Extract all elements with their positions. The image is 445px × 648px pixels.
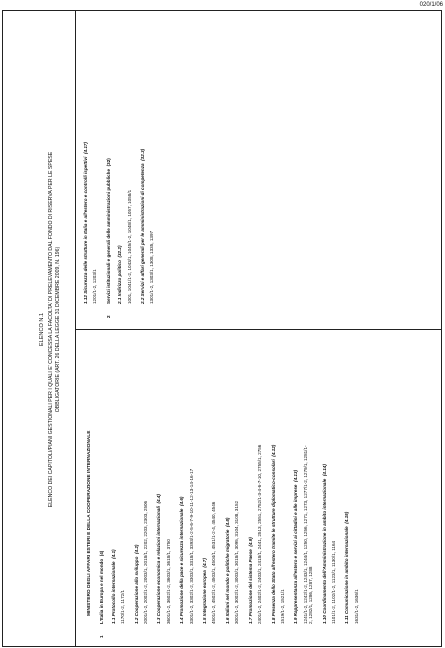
program-code: (4.6)	[179, 496, 185, 507]
program-code: (4.17)	[83, 142, 88, 155]
mission-label: Servizi istituzionali e generali delle amministrazioni pubbliche	[105, 168, 111, 304]
chapter-codes	[189, 354, 194, 624]
chapter-code-line: 1301/1-2, 1303/1, 1308, 1335, 1397	[149, 230, 155, 304]
program-heading	[271, 338, 276, 624]
chapter-code-line: 3001/1-2, 3002/1-2, 3003/1, 3018/1, 3095, 3104, 3108, 3152	[234, 500, 240, 624]
program-label: 2.1 Indirizzo politico	[117, 260, 123, 304]
chapter-codes	[234, 354, 239, 624]
column-divider	[75, 329, 442, 330]
chapter-codes	[92, 34, 97, 304]
mission-code: (4)	[99, 550, 105, 557]
program-heading	[202, 338, 207, 624]
program-heading	[83, 18, 88, 304]
program-label: 1.1 Protocollo internazionale	[110, 561, 116, 624]
title-line-1: ELENCO DEI CAPITOLI/PIANI GESTIONALI PER I QUALI E' CONCESSA LA FACOLTA' DI PRELEVAMENTO DAL FONDO DI RISERVA PER LE SPESE	[48, 151, 54, 508]
program-heading	[248, 338, 253, 624]
chapter-codes	[166, 354, 171, 624]
program-label: 1.12 Sicurezza delle strutture in Italia e all'estero e controlli ispettivi	[83, 156, 88, 304]
right-column	[83, 18, 163, 318]
program-label: 1.10 Coordinamento dell'Amministrazione in ambito internazionale	[321, 478, 327, 624]
chapter-code-line: 1201/1-2, 1203/1	[92, 269, 98, 304]
program-label: 2.2 Servizi e affari generali per le amministrazioni di competenza	[140, 163, 146, 304]
program-heading	[293, 338, 298, 624]
program-code: (4.2)	[133, 544, 139, 555]
chapter-codes	[149, 34, 154, 304]
chapter-code-line: 4501/1-2, 4502/1-2, 4503/1, 4504/1, 4531/1-2-4, 4540, 4546	[211, 501, 217, 624]
program-code: (4.8)	[224, 517, 230, 527]
program-heading	[111, 338, 116, 624]
chapter-code-line: 1101/1-2, 1102/1-2, 1123/1, 1130/1, 1164	[330, 540, 336, 624]
mission-label: L'Italia in Europa e nel mondo	[99, 558, 105, 624]
program-code: (4.1)	[110, 549, 116, 559]
program-code: (4.13)	[293, 469, 299, 482]
chapter-code-line: 1519/1-2, 1521/1	[279, 589, 285, 624]
rotated-document	[3, 11, 442, 647]
chapter-code-line: 1170/1-2, 1172/1	[120, 589, 126, 624]
program-label: 1.3 Cooperazione economica e relazioni internazionali	[156, 506, 162, 624]
program-code: (4.9)	[247, 537, 253, 547]
chapter-code-line: 1241/1-2, 1242/1-2, 1243/1, 1244/1, 1250, 1256, 1271, 1273, 1277/1-2, 1279/1, 1281/1-	[302, 445, 308, 624]
program-heading	[179, 338, 184, 624]
chapter-codes	[211, 354, 216, 624]
chapter-codes	[303, 354, 314, 624]
program-heading	[134, 338, 139, 624]
program-label: 1.11 Comunicazione in ambito internazionale	[344, 526, 350, 624]
page-id: 020/1/06	[419, 2, 443, 8]
chapter-code-line: 3301/1-2, 3302/1-2, 3303/1, 3318/1, 3393/1-2-5-6-7-9-10-11-12-13-14-16-17	[188, 468, 194, 624]
chapter-code-line: 1001, 1041/1-2, 1043/1, 1045/1-2, 1048/1, 1057, 1058/1	[126, 189, 132, 304]
document-frame	[2, 10, 442, 647]
program-code: (32.2)	[117, 245, 123, 258]
program-label: 1.5 Integrazione europea	[202, 570, 208, 624]
program-code: (32.3)	[140, 148, 146, 161]
chapter-code-line: 2401/1-2, 2402/1-2, 2403/1, 2418/1, 2441, 2513, 2551, 2752/1-3-4-6-7-10, 2755/1, 2756	[257, 444, 263, 624]
program-code: (4.12)	[270, 444, 276, 457]
chapter-code-line: 2, 1282/1, 1286, 1287, 1288	[308, 566, 314, 624]
program-label: 1.9 Rappresentanza all'estero e servizi ai cittadini e alle imprese	[293, 484, 299, 624]
program-code: (4.4)	[156, 494, 162, 504]
chapter-codes	[354, 354, 359, 624]
elenco-heading: ELENCO N.1	[39, 312, 45, 347]
ministry-title: MINISTERO DEGLI AFFARI ESTERI E DELLA COOPERAZIONE INTERNAZIONALE	[87, 430, 92, 616]
program-label: 1.6 Italiani nel mondo e politiche migratorie	[224, 529, 230, 624]
title-line-2: OBBLIGATORIE (ART. 26 DELLA LEGGE 31 DICEMBRE 2009, N. 196)	[55, 246, 61, 413]
chapter-code-line: 3601/1-2, 3602/1-2, 3603/1, 3618/1, 3750	[165, 539, 171, 624]
mission-heading	[106, 18, 111, 318]
chapter-codes	[280, 354, 285, 624]
program-label: 1.4 Promozione della pace e sicurezza internazionale	[179, 508, 185, 624]
mission-number: 1	[99, 635, 105, 638]
program-code: (4.7)	[202, 558, 208, 568]
program-label: 1.7 Promozione del sistema Paese	[247, 549, 253, 624]
program-heading	[322, 338, 327, 624]
program-label: 1.2 Cooperazione allo sviluppo	[133, 556, 139, 624]
program-heading	[225, 338, 230, 624]
mission-number: 2	[105, 315, 111, 318]
left-column	[83, 338, 367, 638]
chapter-code-line: 2001/1-2, 2002/1-2, 2003/1, 2018/1, 2202, 2203, 2303, 2506	[143, 500, 149, 624]
program-code: (4.15)	[344, 511, 350, 524]
program-heading	[140, 18, 145, 304]
chapter-code-line: 1631/1-2, 1636/1	[353, 589, 359, 624]
mission-code: (32)	[105, 158, 111, 167]
program-heading	[344, 338, 349, 624]
mission-heading	[99, 338, 104, 638]
program-heading	[156, 338, 161, 624]
program-heading	[117, 18, 122, 304]
program-code: (4.14)	[321, 464, 327, 477]
chapter-codes	[120, 354, 125, 624]
chapter-codes	[127, 34, 132, 304]
chapter-codes	[331, 354, 336, 624]
program-label: 1.8 Presenza dello Stato all'estero tramite le strutture diplomatico-consolari	[270, 459, 276, 624]
chapter-codes	[143, 354, 148, 624]
chapter-codes	[257, 354, 262, 624]
